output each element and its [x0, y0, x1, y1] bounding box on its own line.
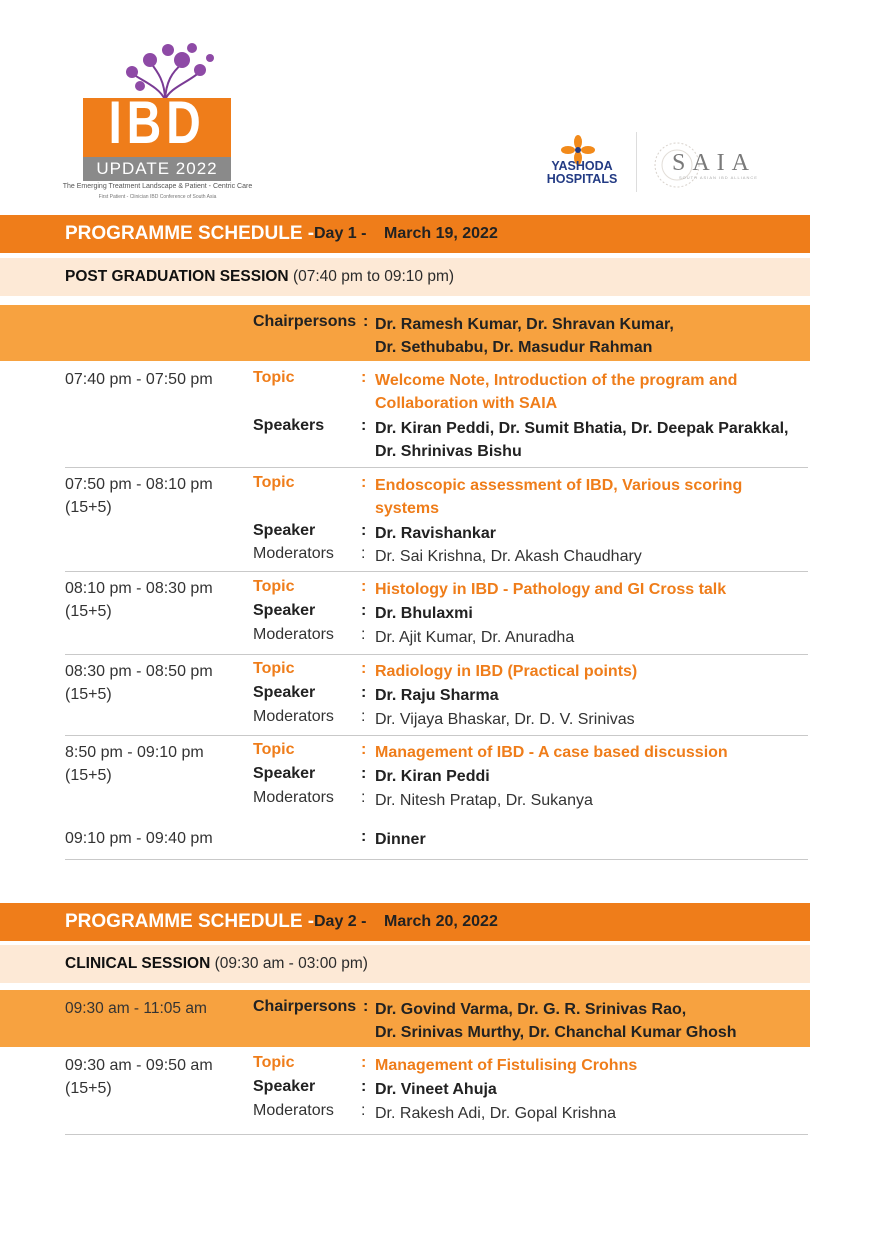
row-duration: (15+5)	[65, 603, 112, 620]
row-duration: (15+5)	[65, 1080, 112, 1097]
ibd-logo-title: IBD	[108, 89, 206, 156]
moderators-label: Moderators	[253, 708, 334, 725]
saia-logo-subtext: SOUTH ASIAN IBD ALLIANCE	[679, 175, 758, 180]
speaker-label: Speaker	[253, 1078, 316, 1095]
day1-session-bar	[0, 258, 810, 296]
row-duration: (15+5)	[65, 499, 112, 516]
topic-value: Welcome Note, Introduction of the program and Collaboration with SAIA	[375, 372, 738, 412]
schedule-row: 08:30 pm - 08:50 pm (15+5) Topic : Radiology in IBD (Practical points) Speaker : Dr. Raju Sharma Moderators : Dr. Vijaya Bhaskar, Dr. D. V. Srinivas	[65, 654, 808, 736]
row-duration: (15+5)	[65, 767, 112, 784]
schedule-row: 07:40 pm - 07:50 pm Topic : Welcome Note, Introduction of the program and Collaboration with SAIA Speakers : Dr. Kiran Peddi, Dr. Sumit Bhatia, Dr. Deepak Parakkal, Dr. Shrinivas Bishu	[65, 362, 808, 468]
row-time: 08:30 pm - 08:50 pm	[65, 663, 213, 680]
speaker-label: Speaker	[253, 522, 316, 539]
day2-heading: PROGRAMME SCHEDULE -	[65, 911, 315, 932]
topic-value: Radiology in IBD (Practical points)	[375, 663, 638, 680]
day2-chairpersons-row: 09:30 am - 11:05 am Chairpersons : Dr. Govind Varma, Dr. G. R. Srinivas Rao, Dr. Srinivas Murthy, Dr. Chanchal Kumar Ghosh	[0, 990, 810, 1047]
chair-time: 09:30 am - 11:05 am	[65, 1000, 207, 1017]
topic-label: Topic	[253, 1054, 295, 1071]
speaker-label: Speaker	[253, 684, 316, 701]
day2-day: Day 2 -	[314, 913, 367, 930]
day2-date: March 20, 2022	[384, 913, 498, 930]
row-time: 08:10 pm - 08:30 pm	[65, 580, 213, 597]
moderators-label: Moderators	[253, 626, 334, 643]
schedule-row: 09:10 pm - 09:40 pm : Dinner	[65, 816, 808, 860]
speaker-label: Speaker	[253, 765, 316, 782]
moderators-value: Dr. Ajit Kumar, Dr. Anuradha	[375, 629, 575, 646]
topic-label: Topic	[253, 660, 295, 677]
ibd-logo-subtitle: UPDATE 2022	[83, 157, 231, 181]
moderators-value: Dr. Rakesh Adi, Dr. Gopal Krishna	[375, 1105, 616, 1122]
logo-divider	[636, 132, 637, 192]
moderators-value: Dr. Sai Krishna, Dr. Akash Chaudhary	[375, 548, 642, 565]
speaker-value: Dr. Bhulaxmi	[375, 605, 473, 622]
topic-label: Topic	[253, 741, 295, 758]
schedule-row: 8:50 pm - 09:10 pm (15+5) Topic : Management of IBD - A case based discussion Speaker : Dr. Kiran Peddi Moderators : Dr. Nitesh Pratap, Dr. Sukanya	[65, 735, 808, 816]
day1-session-name: POST GRADUATION SESSION	[65, 268, 289, 285]
saia-logo-text: SAIA	[672, 150, 757, 176]
logo-tagline: The Emerging Treatment Landscape & Patient - Centric Care	[62, 183, 253, 190]
chairpersons-label: Chairpersons	[253, 998, 357, 1015]
row-time: 09:10 pm - 09:40 pm	[65, 830, 213, 847]
chairpersons-value: Dr. Govind Varma, Dr. G. R. Srinivas Rao, Dr. Srinivas Murthy, Dr. Chanchal Kumar Ghosh	[375, 1001, 737, 1041]
yashoda-line2: HOSPITALS	[546, 172, 618, 186]
row-time: 09:30 am - 09:50 am	[65, 1057, 213, 1074]
speaker-value: Dr. Raju Sharma	[375, 687, 499, 704]
topic-label: Topic	[253, 578, 295, 595]
row-time: 07:40 pm - 07:50 pm	[65, 371, 213, 388]
dinner-value: Dinner	[375, 831, 426, 848]
moderators-label: Moderators	[253, 1102, 334, 1119]
schedule-row: 07:50 pm - 08:10 pm (15+5) Topic : Endoscopic assessment of IBD, Various scoring systems Speaker : Dr. Ravishankar Moderators : Dr. Sai Krishna, Dr. Akash Chaudhary	[65, 467, 808, 572]
day1-session-time: (07:40 pm to 09:10 pm)	[292, 268, 455, 285]
speaker-value: Dr. Kiran Peddi	[375, 768, 490, 785]
day2-heading-bar	[0, 903, 810, 941]
topic-value: Histology in IBD - Pathology and GI Cross talk	[375, 581, 727, 598]
day2-session-name: CLINICAL SESSION	[65, 955, 211, 972]
speaker-label: Speakers	[253, 417, 325, 434]
day1-heading-bar	[0, 215, 810, 253]
schedule-row: 08:10 pm - 08:30 pm (15+5) Topic : Histology in IBD - Pathology and GI Cross talk Speaker : Dr. Bhulaxmi Moderators : Dr. Ajit Kumar, Dr. Anuradha	[65, 571, 808, 655]
yashoda-line1: YASHODA	[551, 159, 613, 173]
topic-value: Management of IBD - A case based discussion	[375, 744, 728, 761]
topic-label: Topic	[253, 369, 295, 386]
moderators-value: Dr. Vijaya Bhaskar, Dr. D. V. Srinivas	[375, 711, 635, 728]
topic-value: Management of Fistulising Crohns	[375, 1057, 638, 1074]
day1-day: Day 1 -	[314, 225, 367, 242]
speaker-value: Dr. Ravishankar	[375, 525, 496, 542]
day1-heading: PROGRAMME SCHEDULE -	[65, 223, 315, 244]
topic-label: Topic	[253, 474, 295, 491]
chairpersons-label: Chairpersons	[253, 313, 357, 330]
moderators-label: Moderators	[253, 789, 334, 806]
moderators-value: Dr. Nitesh Pratap, Dr. Sukanya	[375, 792, 593, 809]
day2-session-time: (09:30 am - 03:00 pm)	[214, 955, 368, 972]
row-time: 8:50 pm - 09:10 pm	[65, 744, 204, 761]
row-time: 07:50 pm - 08:10 pm	[65, 476, 213, 493]
logo-tagline-2: First Patient - Clinician IBD Conference of South Asia	[98, 194, 217, 200]
schedule-row: 09:30 am - 09:50 am (15+5) Topic : Management of Fistulising Crohns Speaker : Dr. Vineet Ahuja Moderators : Dr. Rakesh Adi, Dr. Gopal Krishna	[65, 1048, 808, 1135]
day1-date: March 19, 2022	[384, 225, 498, 242]
speaker-label: Speaker	[253, 602, 316, 619]
moderators-label: Moderators	[253, 545, 334, 562]
topic-value: Endoscopic assessment of IBD, Various scoring systems	[375, 477, 743, 517]
speaker-value: Dr. Vineet Ahuja	[375, 1081, 497, 1098]
speaker-value: Dr. Kiran Peddi, Dr. Sumit Bhatia, Dr. Deepak Parakkal, Dr. Shrinivas Bishu	[375, 420, 789, 460]
day2-session-bar	[0, 945, 810, 983]
row-duration: (15+5)	[65, 686, 112, 703]
day1-chairpersons-row: Chairpersons : Dr. Ramesh Kumar, Dr. Shravan Kumar, Dr. Sethubabu, Dr. Masudur Rahman	[0, 305, 810, 361]
yashoda-logo-text	[536, 160, 628, 186]
chairpersons-value: Dr. Ramesh Kumar, Dr. Shravan Kumar, Dr. Sethubabu, Dr. Masudur Rahman	[375, 316, 674, 356]
